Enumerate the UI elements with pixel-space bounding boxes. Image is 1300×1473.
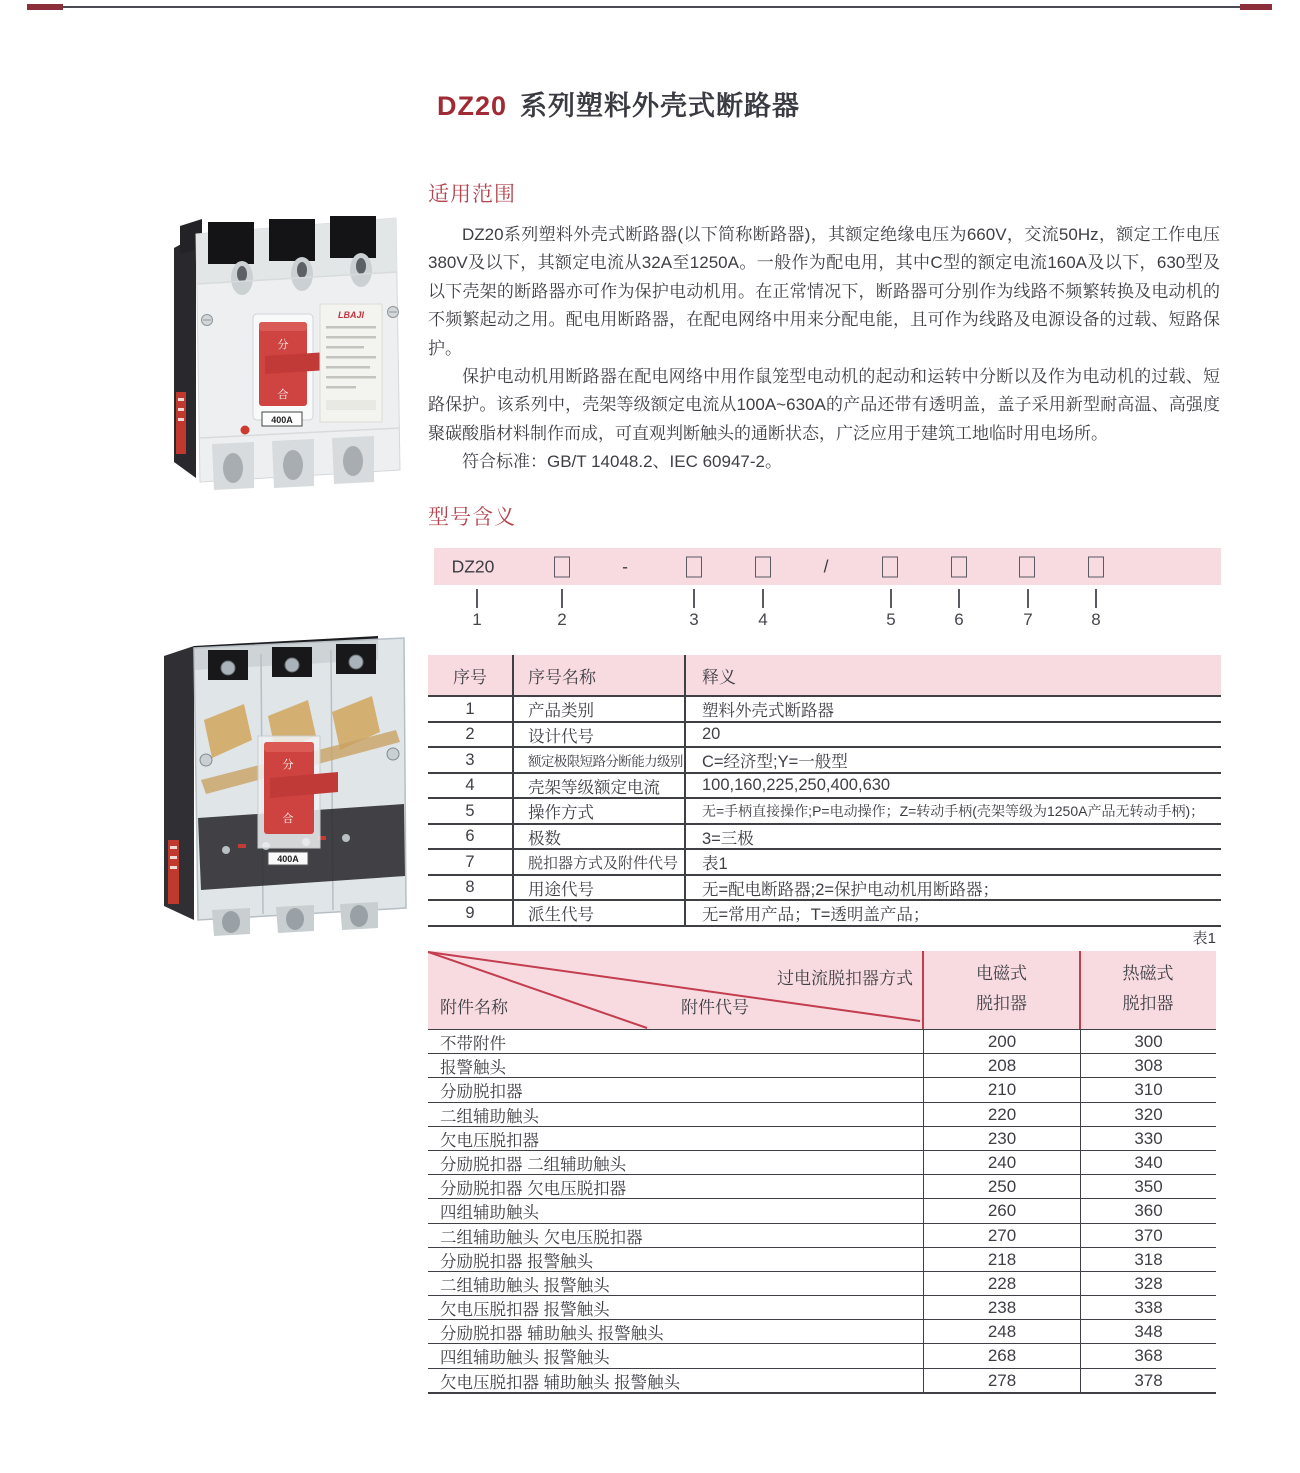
table-cell: 3 (465, 750, 475, 769)
table-cell: 260 (923, 1199, 1080, 1223)
table-row (428, 1102, 1216, 1126)
model-code-band (434, 548, 1221, 585)
code-position-number: 1 (472, 610, 482, 629)
section-heading-model: 型号含义 (428, 506, 516, 529)
page-title (437, 84, 800, 123)
table-cell: 238 (923, 1296, 1080, 1320)
code-tick (561, 589, 563, 608)
column-header: 序号 (453, 667, 487, 687)
table-cell: 无=常用产品；T=透明盖产品； (684, 901, 1221, 925)
code-tick (958, 589, 960, 608)
table-cell: 200 (923, 1030, 1080, 1054)
table-cell: 320 (1080, 1103, 1216, 1127)
column-header-line: 脱扣器 (976, 994, 1027, 1013)
table-row (428, 1271, 1216, 1295)
column-header: 序号名称 (512, 655, 684, 695)
table-cell: 9 (465, 903, 475, 922)
table-cell: 328 (1080, 1272, 1216, 1296)
table-cell: 350 (1080, 1175, 1216, 1199)
table-row (428, 797, 1221, 823)
code-position-number: 6 (954, 610, 964, 629)
code-placeholder-box (1019, 556, 1035, 577)
table-cell: 无=配电断路器;2=保护电动机用断路器； (684, 876, 1221, 900)
table-cell: 不带附件 (440, 1035, 506, 1053)
table-cell: 338 (1080, 1296, 1216, 1320)
table-row (428, 1247, 1216, 1271)
model-table-body (428, 695, 1221, 925)
table-cell: 操作方式 (512, 799, 684, 823)
code-tick (762, 589, 764, 608)
table-row (428, 746, 1221, 772)
table-cell: 20 (684, 723, 1221, 747)
top-rule-right-mark (1240, 4, 1272, 10)
table-row (428, 1343, 1216, 1367)
table-cell: 240 (923, 1151, 1080, 1175)
accessory-table (428, 951, 1216, 1394)
table-cell: 壳架等级额定电流 (512, 774, 684, 798)
table-cell: 二组辅助触头 报警触头 (440, 1276, 610, 1295)
rocker-off-glyph: 分 (282, 759, 294, 771)
model-meaning-table (428, 655, 1221, 927)
corner-label-trip-mode: 过电流脱扣器方式 (777, 969, 913, 988)
scope-paragraph-1: DZ20系列塑料外壳式断路器(以下简称断路器)，其额定绝缘电压为660V，交流50Hz，额定工作电压380V及以下，其额定电流从32A至1250A。一般作为配电用，其中C型的额定电流160A及以下，630型及以下壳架的断路器亦可作为保护电动机用。在正常情况下，断路器可分别作为线路不频繁转换及电动机的不频繁起动之用。配电用断路器，在配电网络中用来分配电能，且可作为线路及电源设备的过载、短路保护。 (428, 225, 1220, 358)
table-cell: 四组辅助触头 报警触头 (440, 1349, 610, 1368)
table-row (428, 1223, 1216, 1247)
table-cell: 5 (465, 801, 475, 820)
code-text: / (823, 556, 829, 576)
column-header: 释义 (684, 655, 1221, 695)
table-cell: 310 (1080, 1078, 1216, 1102)
code-position-number: 2 (557, 610, 567, 629)
column-header-electromagnetic (923, 959, 1080, 1019)
code-text: DZ20 (451, 556, 495, 576)
table-row (428, 1174, 1216, 1198)
table-cell: 8 (465, 878, 475, 896)
table-cell: 210 (923, 1078, 1080, 1102)
table-cell: 塑料外壳式断路器 (684, 697, 1221, 721)
table-cell: 318 (1080, 1248, 1216, 1272)
table-cell: 四组辅助触头 (440, 1204, 539, 1223)
accessory-table-header (428, 951, 1216, 1029)
code-position-number: 8 (1091, 610, 1101, 629)
table-cell: 分励脱扣器 欠电压脱扣器 (440, 1180, 627, 1199)
table-cell: 6 (465, 827, 475, 845)
table-cell: 二组辅助触头 (440, 1107, 539, 1126)
table-row (428, 721, 1221, 747)
table-cell: 230 (923, 1127, 1080, 1151)
top-rule-line (63, 6, 1240, 8)
table-cell: 分励脱扣器 报警触头 (440, 1252, 594, 1271)
accessory-table-caption: 表1 (1192, 930, 1216, 947)
table-cell: 378 (1080, 1369, 1216, 1393)
table-row (428, 899, 1221, 925)
table-row (428, 1368, 1216, 1392)
table-row (428, 1077, 1216, 1101)
table-row (428, 695, 1221, 721)
table-cell: 270 (923, 1224, 1080, 1248)
code-position-number: 4 (758, 610, 768, 629)
table-row (428, 1029, 1216, 1053)
table-cell: 设计代号 (512, 723, 684, 747)
rocker-off-glyph: 分 (277, 339, 289, 351)
corner-label-accessory-code: 附件代号 (681, 998, 749, 1017)
table-row (428, 848, 1221, 874)
table-cell: 360 (1080, 1199, 1216, 1223)
code-tick (693, 589, 695, 608)
table-cell: 额定极限短路分断能力级别 (512, 748, 684, 772)
table-cell: 欠电压脱扣器 辅助触头 报警触头 (440, 1373, 681, 1392)
breaker-photo-gray (150, 186, 420, 498)
table-cell: 7 (465, 852, 475, 871)
table-cell: 218 (923, 1248, 1080, 1272)
page-title-brand: DZ20 (437, 91, 508, 121)
column-header-line: 脱扣器 (1122, 994, 1174, 1013)
rating-label: 400A (277, 854, 299, 864)
table-row (428, 1126, 1216, 1150)
table-row (428, 1295, 1216, 1319)
scope-paragraph-2: 保护电动机用断路器在配电网络中用作鼠笼型电动机的起动和运转中分断以及作为电动机的过载、短路保护。该系列中，壳架等级额定电流从100A~630A的产品还带有透明盖，盖子采用新型耐高温、高强度聚碳酸脂材料制作而成，可直观判断触头的通断状态，广泛应用于建筑工地临时用电场所。 (428, 367, 1220, 443)
table-cell: 1 (465, 699, 475, 718)
table-cell: 300 (1080, 1030, 1216, 1054)
code-tick (476, 589, 478, 608)
table-row (428, 874, 1221, 900)
table-cell: 派生代号 (512, 901, 684, 925)
table-cell: 348 (1080, 1320, 1216, 1344)
table-cell: 370 (1080, 1224, 1216, 1248)
code-tick (890, 589, 892, 608)
table-cell: 278 (923, 1369, 1080, 1393)
scope-paragraph-3: 符合标准：GB/T 14048.2、IEC 60947-2。 (462, 452, 782, 472)
scope-paragraphs (428, 221, 1220, 477)
column-header-line: 电磁式 (976, 964, 1027, 983)
table-cell: 368 (1080, 1344, 1216, 1368)
table-cell: 无=手柄直接操作;P=电动操作；Z=转动手柄(壳架等级为1250A产品无转动手柄)； (684, 799, 1221, 823)
table-cell: 100,160,225,250,400,630 (684, 774, 1221, 798)
code-text: - (622, 556, 628, 576)
rocker-on-glyph: 合 (277, 389, 289, 401)
code-tick (1027, 589, 1029, 608)
column-header-line: 热磁式 (1122, 964, 1174, 983)
table-row (428, 1198, 1216, 1222)
section-heading-scope: 适用范围 (428, 183, 516, 206)
table-cell: 极数 (512, 825, 684, 849)
column-header-thermomagnetic (1080, 959, 1216, 1019)
table-row (428, 823, 1221, 849)
table-row (428, 772, 1221, 798)
code-position-number: 3 (689, 610, 699, 629)
table-header-row (428, 655, 1221, 695)
table-cell: 分励脱扣器 (440, 1083, 523, 1102)
table-cell: 产品类别 (512, 697, 684, 721)
rating-label: 400A (271, 415, 293, 425)
code-placeholder-box (554, 556, 570, 577)
table-cell: 340 (1080, 1151, 1216, 1175)
table-cell: 220 (923, 1103, 1080, 1127)
top-rule-left-mark (27, 4, 63, 10)
table-cell: 268 (923, 1344, 1080, 1368)
table-cell: 208 (923, 1054, 1080, 1078)
table-cell: 228 (923, 1272, 1080, 1296)
brand-logo: LBAJI (337, 310, 365, 320)
table-cell: 250 (923, 1175, 1080, 1199)
code-position-number: 5 (886, 610, 896, 629)
table-cell: C=经济型;Y=一般型 (684, 748, 1221, 772)
table-cell: 分励脱扣器 辅助触头 报警触头 (440, 1325, 664, 1344)
table-row (428, 1053, 1216, 1077)
corner-label-accessory-name: 附件名称 (440, 998, 508, 1017)
code-placeholder-box (951, 556, 967, 577)
table-cell: 330 (1080, 1127, 1216, 1151)
table-cell: 4 (465, 776, 475, 794)
table-cell: 308 (1080, 1054, 1216, 1078)
table-cell: 报警触头 (440, 1059, 506, 1078)
table-cell: 2 (465, 725, 475, 743)
table-cell: 表1 (684, 850, 1221, 874)
code-placeholder-box (1088, 556, 1104, 577)
breaker-photo-transparent (146, 608, 421, 940)
table-cell: 欠电压脱扣器 (440, 1131, 539, 1150)
table-cell: 分励脱扣器 二组辅助触头 (440, 1155, 627, 1174)
table-cell: 248 (923, 1320, 1080, 1344)
page-title-text: 系列塑料外壳式断路器 (520, 91, 801, 121)
code-tick (1095, 589, 1097, 608)
rocker-on-glyph: 合 (282, 813, 294, 825)
accessory-table-body (428, 1029, 1216, 1392)
table-row (428, 1150, 1216, 1174)
code-position-number: 7 (1023, 610, 1033, 629)
table-cell: 用途代号 (512, 876, 684, 900)
table-cell: 欠电压脱扣器 报警触头 (440, 1301, 610, 1320)
table-cell: 脱扣器方式及附件代号 (512, 850, 684, 874)
code-placeholder-box (755, 556, 771, 577)
table-cell: 3=三极 (684, 825, 1221, 849)
code-placeholder-box (686, 556, 702, 577)
table-cell: 二组辅助触头 欠电压脱扣器 (440, 1228, 643, 1247)
code-placeholder-box (882, 556, 898, 577)
table-row (428, 1319, 1216, 1343)
